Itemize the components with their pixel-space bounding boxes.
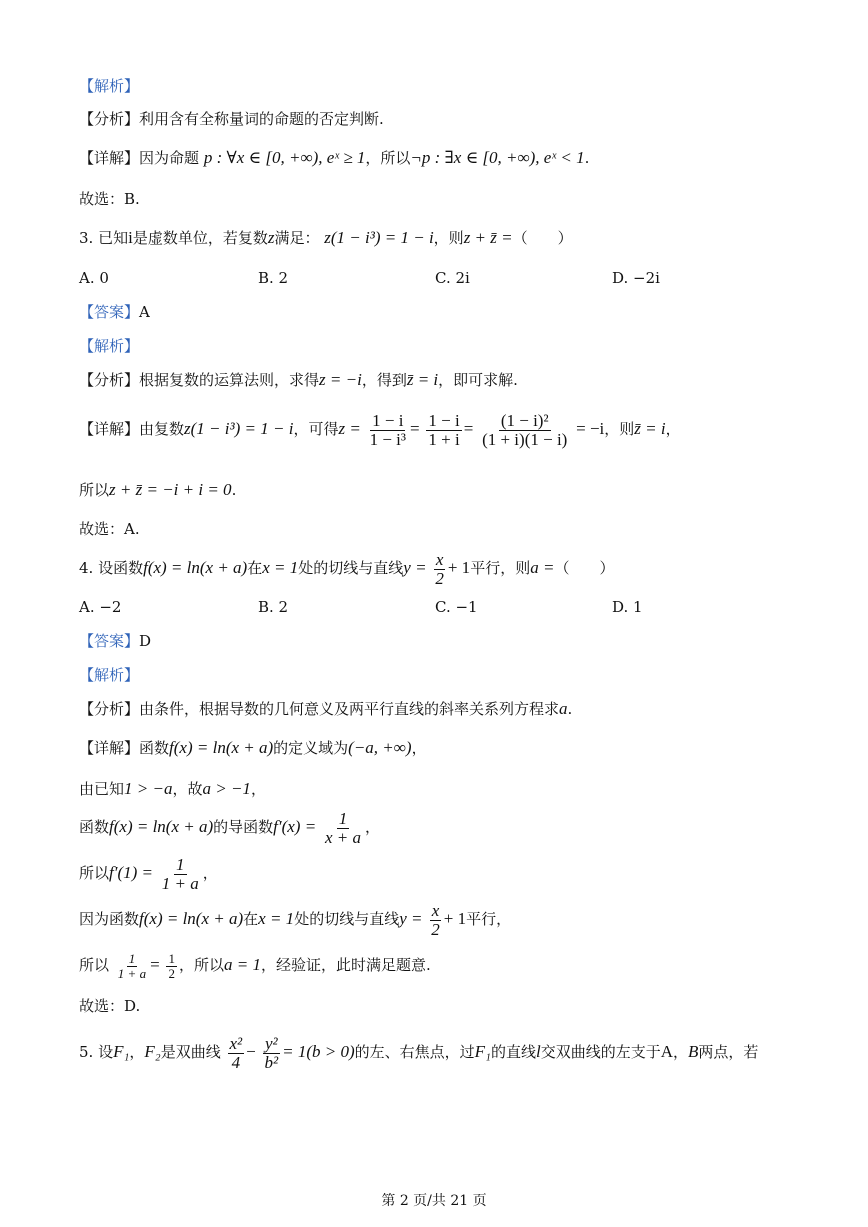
option-4b: B. 2 (258, 598, 289, 616)
q4-text-d: 平行，则 (470, 559, 531, 577)
analysis-tag: 【分析】 (79, 700, 140, 718)
step-text-c: ，经验证，此时满足题意. (260, 956, 431, 974)
q3-equation: z(1 − i³) = 1 − i (324, 228, 434, 247)
answer-value: A (139, 303, 150, 321)
q3-text-a: 3. 已知 (79, 229, 129, 247)
q5-text-e: 的直线 (490, 1043, 536, 1061)
q3-text-b: 是虚数单位，若复数 (132, 229, 268, 247)
line-fraction: $\frac{x}{2}$ (431, 900, 440, 939)
detail-math-1: z(1 − i³) = 1 − i (184, 419, 294, 438)
answer-choice-4: 故选：D. (79, 997, 141, 1015)
option-3a: A. 0 (79, 269, 109, 287)
q3-z: z (267, 228, 275, 247)
q4-function: f(x) = ln(x + a) (143, 558, 248, 577)
q4-text-b: 在 (247, 559, 263, 577)
option-3d: D. −2i (612, 269, 660, 287)
analysis-text-c: ，即可求解. (438, 371, 518, 389)
q4-text-c: 处的切线与直线 (298, 559, 404, 577)
detail-function: f(x) = ln(x + a) (169, 738, 274, 757)
section-tag-jiexi: 【解析】 (79, 77, 140, 95)
step-x: x = 1 (258, 909, 295, 928)
fraction-3: $\frac{\text{(1 − i)²}}{(1 + i)(1 - i)}$ (482, 410, 568, 449)
step-3 (79, 854, 218, 893)
fraction-2: $\frac{1 - i}{1 + i}$ (428, 410, 460, 449)
step-math-1: 1 > −a (124, 779, 173, 798)
detail-tag: 【详解】 (79, 149, 140, 167)
q5-text-f: 交双曲线的左支于 (540, 1043, 661, 1061)
proposition-p: p : ∀x ∈ [0, +∞), eˣ ≥ 1 (203, 148, 366, 167)
analysis-text-b: ，得到 (361, 371, 407, 389)
detail-text-b: 的定义域为 (273, 739, 349, 757)
q3-i: i (128, 228, 133, 247)
step-text-a: 由已知 (79, 780, 125, 798)
detail-domain: (−a, +∞) (348, 738, 412, 757)
analysis-text: 利用含有全称量词的命题的否定判断. (139, 110, 384, 128)
step-text-a: 函数 (79, 818, 110, 836)
q5-A: A (660, 1042, 674, 1061)
q3-ask: z + z̄ = (463, 228, 513, 247)
step-plus: + 1 (443, 909, 467, 928)
answer-3 (79, 302, 150, 322)
q4-text-a: 4. 设函数 (79, 559, 144, 577)
comma: ， (411, 739, 427, 757)
section-tag-jiexi-3: 【解析】 (79, 337, 140, 355)
detail-text-a: 由复数 (139, 420, 185, 438)
q5-text-c: 是双曲线 (160, 1043, 221, 1061)
question-5 (79, 1030, 758, 1074)
q4-fraction: $\frac{x}{2}$ (435, 549, 444, 588)
q4-y: y = (403, 558, 427, 577)
step-a-value: a = 1 (223, 955, 261, 974)
analysis-math-1: z = −i (319, 370, 362, 389)
negation-p: ¬p : ∃x ∈ [0, +∞), eˣ < 1 (410, 148, 585, 167)
option-4c: C. −1 (435, 598, 478, 616)
answer-tag: 【答案】 (79, 303, 140, 321)
analysis-tag: 【分析】 (79, 371, 140, 389)
slope-fraction-2: $\frac{1}{2}$ (168, 950, 175, 981)
answer-tag: 【答案】 (79, 632, 140, 650)
comma: ， (250, 780, 266, 798)
q3-text-c: 满足： (274, 229, 320, 247)
detail-text-d: ， (665, 420, 681, 438)
q5-B: B (688, 1042, 699, 1061)
answer-choice-3: 故选：A. (79, 520, 140, 538)
hyperbola-term-1: $\frac{\text{x²}}{4}$ (229, 1033, 243, 1072)
q5-comma-2: ， (673, 1043, 689, 1061)
so-math: z + z̄ = −i + i = 0 (109, 480, 232, 499)
analysis-3 (79, 370, 518, 390)
detail-text-b: ，所以 (365, 149, 411, 167)
step-2 (79, 808, 380, 847)
detail-math-2: z̄ = i (634, 419, 666, 438)
q5-comma: ， (129, 1043, 145, 1061)
step-text-c: 处的切线与直线 (294, 910, 400, 928)
step-derivative-at-1: f′(1) = (109, 863, 154, 882)
step-5 (79, 946, 431, 984)
question-3 (79, 228, 573, 248)
detail-text-c: ，则 (604, 420, 635, 438)
q4-plus: + 1 (447, 558, 471, 577)
q4-x: x = 1 (262, 558, 299, 577)
analysis-text-a: 根据复数的运算法则，求得 (139, 371, 320, 389)
q5-text-a: 5. 设 (79, 1043, 114, 1061)
so-text: 所以 (79, 481, 110, 499)
minus: − (246, 1042, 256, 1061)
q5-f1: F₁ (113, 1042, 130, 1061)
hyperbola-eq: = 1(b > 0) (282, 1042, 355, 1061)
analysis-4 (79, 699, 572, 719)
question-4 (79, 550, 614, 588)
step-1 (79, 779, 266, 799)
option-4a: A. −2 (79, 598, 122, 616)
analysis-line (79, 109, 384, 129)
period: . (567, 700, 573, 718)
comma: ， (202, 864, 218, 882)
q5-text-h: 两点，若 (698, 1043, 759, 1061)
slope-fraction-1: $\frac{1}{1 + a}$ (117, 950, 147, 981)
q3-paren: （ ） (512, 229, 573, 247)
answer-choice-line: 故选：B. (79, 190, 140, 208)
step-text-b: ，所以 (178, 956, 224, 974)
detail-4 (79, 738, 427, 758)
step-math-2: a > −1 (202, 779, 251, 798)
detail-tag: 【详解】 (79, 420, 140, 438)
option-3b: B. 2 (258, 269, 289, 287)
detail-tag: 【详解】 (79, 739, 140, 757)
step-function: f(x) = ln(x + a) (139, 909, 244, 928)
fraction-1: $\frac{1 - i}{\text{1 − i³}}$ (369, 410, 406, 449)
derivative-fraction: $\frac{1}{x + a}$ (324, 808, 361, 847)
detail-text-a: 函数 (139, 739, 170, 757)
detail-result: = −i (576, 419, 605, 438)
analysis-a: a (559, 699, 568, 718)
step-text-b: ，故 (172, 780, 203, 798)
q5-f1-b: F₁ (474, 1042, 491, 1061)
analysis-tag: 【分析】 (79, 110, 140, 128)
q4-a: a = (530, 558, 555, 577)
option-3c: C. 2i (435, 269, 470, 287)
hyperbola-term-2: $\frac{\text{y²}}{\text{b²}}$ (264, 1033, 279, 1072)
q5-l: l (535, 1042, 541, 1061)
answer-value: D (139, 632, 152, 650)
detail-z: z = (338, 419, 361, 438)
option-4d: D. 1 (612, 598, 643, 616)
step-derivative: f′(x) = (273, 817, 317, 836)
step-y: y = (399, 909, 423, 928)
detail-3: 【详解】由复数z(1 − i³) = 1 − i，可得z = $\frac{1 - i}{\text{1 − i³}}$ = $\frac{1 - i}{1 + i}$ = $\frac{\text{(1 − i)²}}{(1 + i)(1 - i)}$ = −i，则z̄ = i， (79, 410, 681, 449)
q5-text-d: 的左、右焦点，过 (354, 1043, 475, 1061)
derivative-at-1-fraction: $\frac{1}{1 + a}$ (161, 854, 199, 893)
step-text-b: 的导函数 (213, 818, 274, 836)
analysis-text: 由条件，根据导数的几何意义及两平行直线的斜率关系列方程求 (139, 700, 560, 718)
detail-line (79, 148, 589, 168)
page-footer: 第 2 页/共 21 页 (381, 1193, 487, 1209)
conclusion-3 (79, 480, 236, 500)
step-text-a: 因为函数 (79, 910, 140, 928)
detail-text-a: 因为命题 (139, 149, 200, 167)
step-text-d: 平行， (466, 910, 512, 928)
section-tag-jiexi-4: 【解析】 (79, 666, 140, 684)
equals: = (150, 955, 160, 974)
analysis-math-2: z̄ = i (406, 370, 439, 389)
step-text-a: 所以 (79, 864, 110, 882)
q5-f2: F₂ (144, 1042, 161, 1061)
q3-text-d: ，则 (433, 229, 464, 247)
step-4 (79, 900, 511, 939)
period: . (584, 149, 590, 167)
step-text-b: 在 (243, 910, 259, 928)
step-function: f(x) = ln(x + a) (109, 817, 214, 836)
period: . (231, 481, 237, 499)
comma: ， (365, 818, 381, 836)
detail-text-b: ，可得 (293, 420, 339, 438)
answer-4 (79, 631, 151, 651)
step-text-a: 所以 (79, 956, 110, 974)
q4-paren: （ ） (554, 559, 615, 577)
